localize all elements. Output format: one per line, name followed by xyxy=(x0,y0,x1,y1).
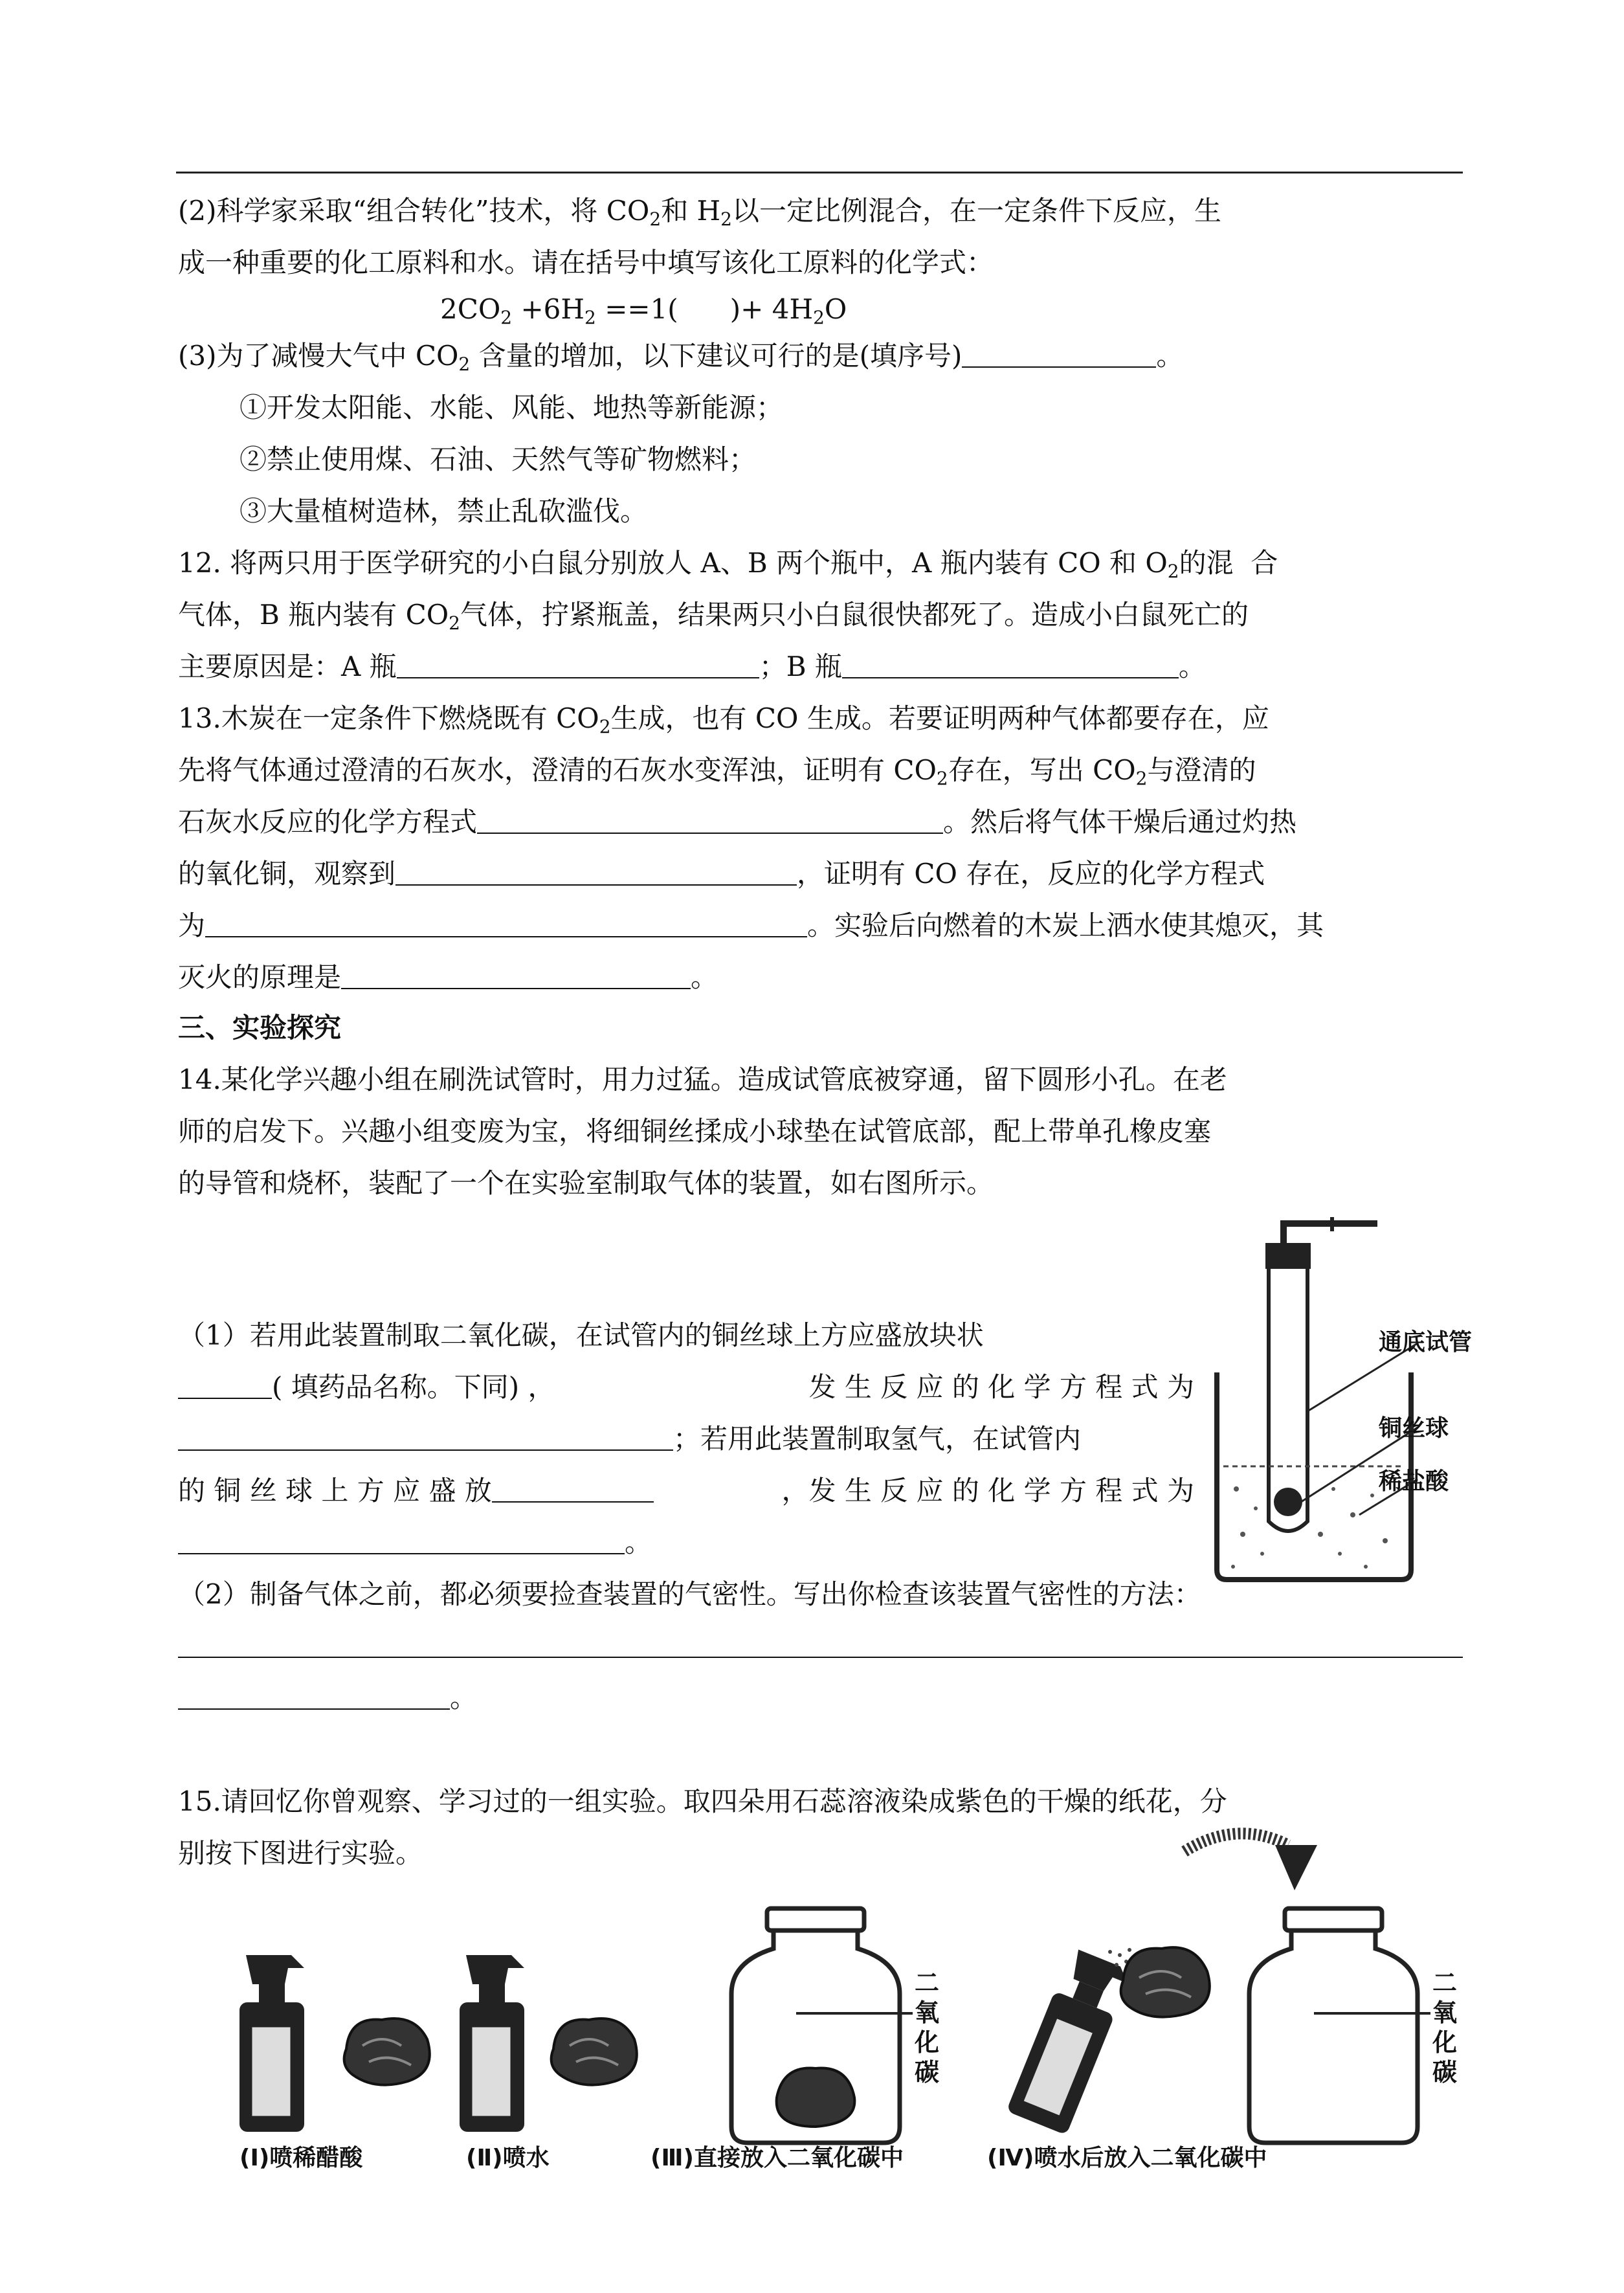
q13-line-3: 石灰水反应的化学方程式 。然后将气体干燥后通过灼热 xyxy=(178,806,1297,838)
q13-line-5: 为 。实验后向燃着的木炭上洒水使其熄灭，其 xyxy=(178,910,1324,941)
gas-jar-4 xyxy=(1236,1903,1430,2149)
q11-2-line-1: (2)科学家采取“组合转化”技术，将 $CO_2$和 $H_2$以一定比例混合，在一定条件下反应，生 xyxy=(178,195,1222,230)
gas-apparatus-figure xyxy=(1204,1217,1489,1593)
q13-line-2: 先将气体通过澄清的石灰水，澄清的石灰水变浑浊，证明有 $CO_2$存在，写出 $CO_2$与澄清的 xyxy=(178,754,1256,789)
header-rule xyxy=(176,172,1463,173)
caption-1: (Ⅰ)喷稀醋酸 xyxy=(239,2145,363,2171)
answer-blank[interactable] xyxy=(178,1527,625,1554)
label-tube: 通底试管 xyxy=(1379,1329,1473,1356)
paper-flower-4 xyxy=(1113,1936,1223,2026)
q13-line-4: 的氧化铜，观察到 ，证明有 CO 存在，反应的化学方程式 xyxy=(178,858,1265,889)
q14-part1-line-1: （1）若用此装置制取二氧化碳，在试管内的铜丝球上方应盛放块状 xyxy=(178,1319,984,1351)
paper-flower-1 xyxy=(337,2007,440,2091)
q11-2-line-2: 成一种重要的化工原料和水。请在括号中填写该化工原料的化学式： xyxy=(178,247,994,278)
caption-4: (Ⅳ)喷水后放入二氧化碳中 xyxy=(987,2145,1267,2171)
q14-line-1: 14.某化学兴趣小组在刷洗试管时，用力过猛。造成试管底被穿通，留下圆形小孔。在老 xyxy=(178,1064,1227,1095)
arrow-icon xyxy=(1178,1819,1340,1903)
jar-label-co2-2: 二氧化碳 xyxy=(1432,1969,1457,2086)
q14-part1-line-5: 。 xyxy=(178,1525,652,1561)
q14-part1-line-2: ( 填药品名称。下同) ， 发 生 反 应 的 化 学 方 程 式 为 xyxy=(178,1369,1194,1405)
answer-blank[interactable] xyxy=(842,651,1179,678)
q14-part1-line-4: 的 铜 丝 球 上 方 应 盛 放 ，发 生 反 应 的 化 学 方 程 式 为 xyxy=(178,1475,1194,1506)
answer-blank[interactable] xyxy=(178,1372,272,1399)
q12-line-3: 主要原因是：A 瓶 ；B 瓶 。 xyxy=(178,651,1206,682)
answer-blank[interactable] xyxy=(477,807,943,834)
q14-line-3: 的导管和烧杯，装配了一个在实验室制取气体的装置，如右图所示。 xyxy=(178,1167,994,1199)
label-copper-ball: 铜丝球 xyxy=(1379,1415,1449,1442)
q14-part2-line-3: 。 xyxy=(178,1680,477,1716)
paper-flower-2 xyxy=(544,2007,647,2091)
q14-part1-line-3: ；若用此装置制取氢气，在试管内 xyxy=(178,1421,1081,1457)
answer-blank[interactable] xyxy=(397,651,759,678)
answer-blank[interactable] xyxy=(962,341,1156,368)
q11-3-option-1: ①开发太阳能、水能、风能、地热等新能源； xyxy=(239,392,784,423)
q14-part2-line-2 xyxy=(178,1628,1463,1664)
answer-blank[interactable] xyxy=(341,962,691,989)
q11-3-line-1: (3)为了减慢大气中 $CO_2$ 含量的增加，以下建议可行的是(填序号) 。 xyxy=(178,340,1184,375)
answer-blank[interactable] xyxy=(395,858,797,886)
q11-2-equation: $2CO_2 +6H_2 ==1$( )+ $4H_2O$ xyxy=(440,293,847,328)
q12-line-2: 气体，B 瓶内装有 $CO_2$气体，拧紧瓶盖，结果两只小白鼠很快都死了。造成小白鼠死亡的 xyxy=(178,599,1249,634)
q15-line-1: 15.请回忆你曾观察、学习过的一组实验。取四朵用石蕊溶液染成紫色的干燥的纸花，分 xyxy=(178,1785,1227,1817)
q12-line-1: 12. 将两只用于医学研究的小白鼠分别放人 A、B 两个瓶中，A 瓶内装有 CO 和 $O_2$的混 合 xyxy=(178,547,1278,582)
q14-line-2: 师的启发下。兴趣小组变废为宝，将细铜丝揉成小球垫在试管底部，配上带单孔橡皮塞 xyxy=(178,1115,1212,1147)
section-heading: 三、实验探究 xyxy=(178,1012,342,1044)
q15-line-2: 别按下图进行实验。 xyxy=(178,1837,423,1869)
caption-3: (Ⅲ)直接放入二氧化碳中 xyxy=(651,2145,904,2171)
answer-blank[interactable] xyxy=(205,910,807,937)
caption-2: (Ⅱ)喷水 xyxy=(466,2145,550,2171)
answer-blank[interactable] xyxy=(178,1424,673,1451)
answer-blank[interactable] xyxy=(178,1631,1463,1658)
label-acid: 稀盐酸 xyxy=(1379,1468,1449,1495)
q13-line-1: 13.木炭在一定条件下燃烧既有 $CO_2$生成，也有 CO 生成。若要证明两种气体都要存在，应 xyxy=(178,702,1269,737)
gas-jar-3 xyxy=(718,1903,913,2149)
q13-line-6: 灭火的原理是 。 xyxy=(178,961,718,993)
q14-part2-line-1: （2）制备气体之前，都必须要捡查装置的气密性。写出你检查该装置气密性的方法： xyxy=(178,1578,1201,1610)
answer-blank[interactable] xyxy=(178,1683,450,1710)
q11-3-option-2: ②禁止使用煤、石油、天然气等矿物燃料； xyxy=(239,443,757,475)
jar-label-co2-1: 二氧化碳 xyxy=(914,1969,939,2086)
answer-blank[interactable] xyxy=(492,1475,654,1503)
q11-3-option-3: ③大量植树造林，禁止乱砍滥伐。 xyxy=(239,495,648,527)
